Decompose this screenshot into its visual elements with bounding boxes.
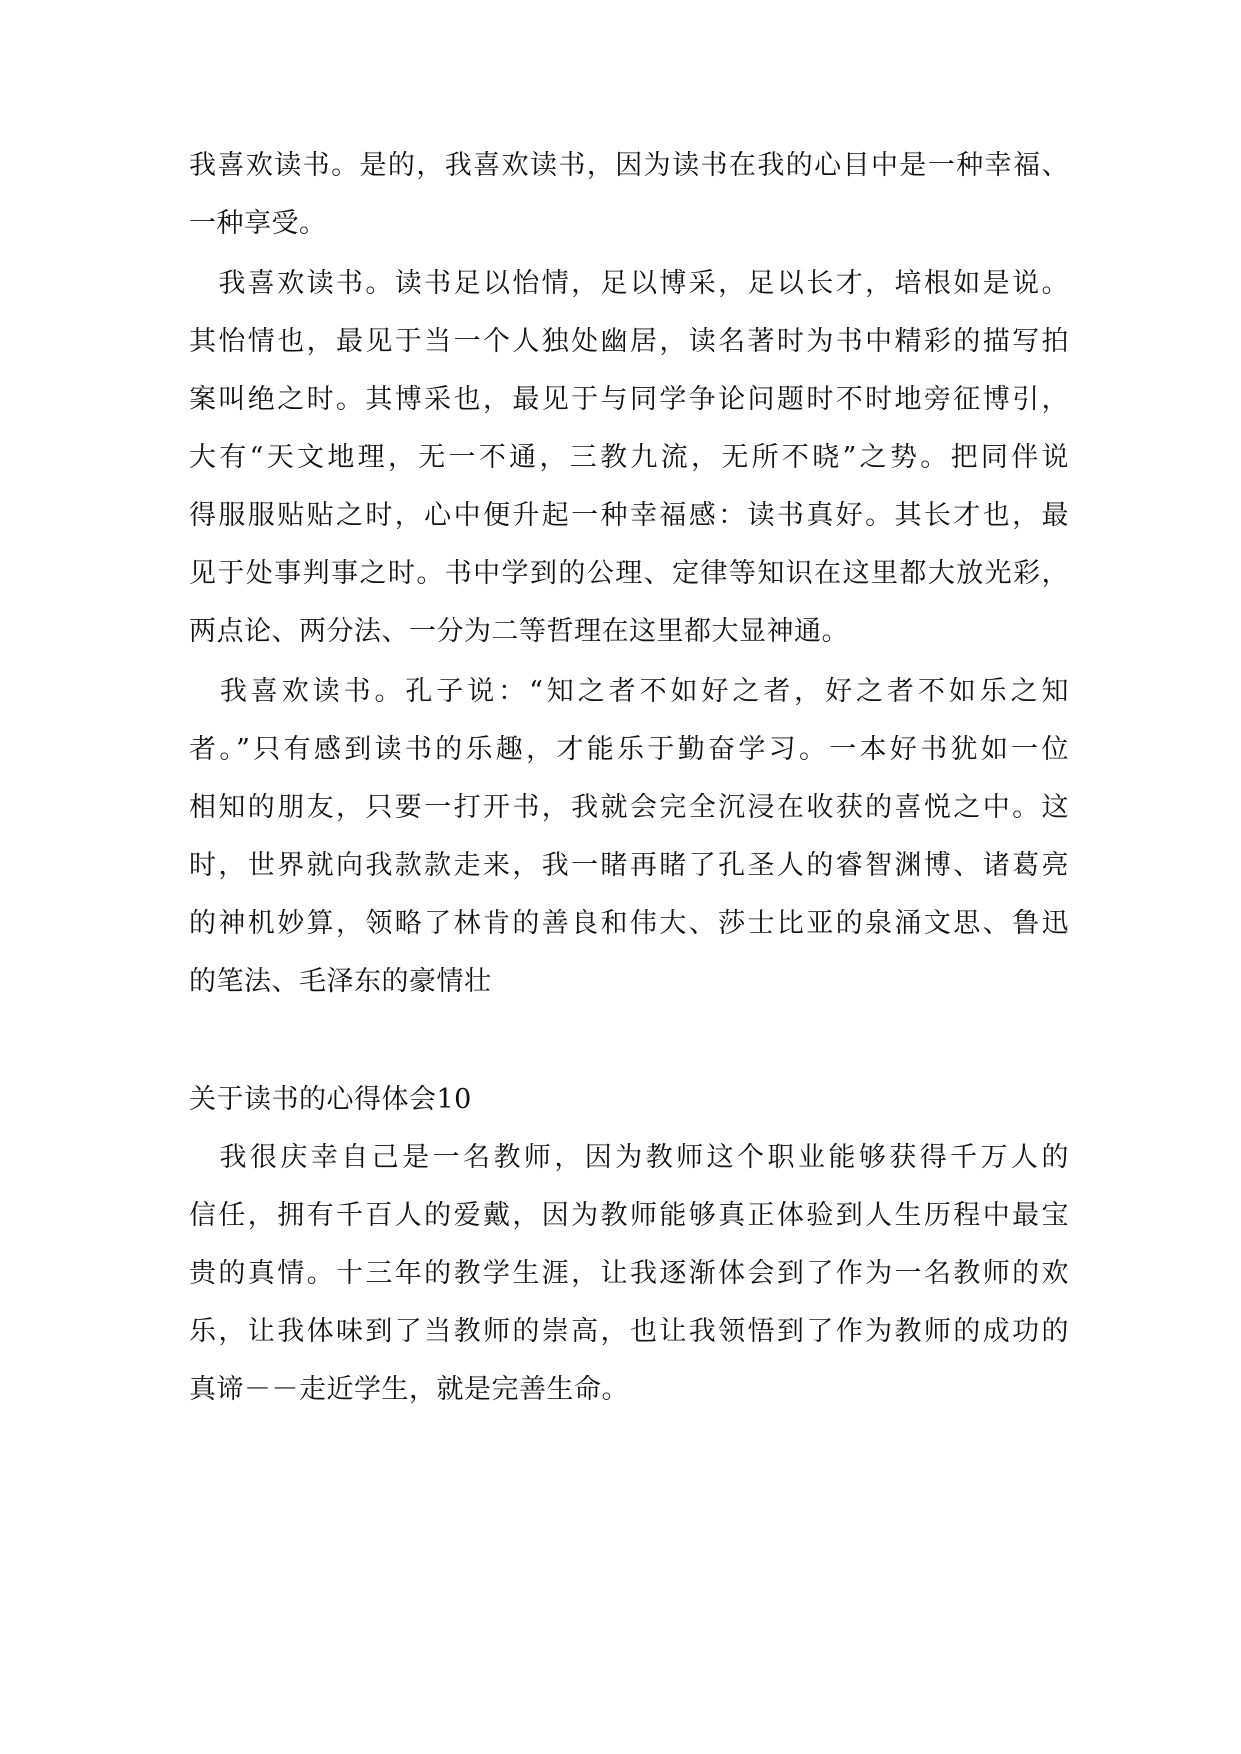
text-line: 我喜欢读书。孔子说：“知之者不如好之者，好之者不如乐之知: [189, 676, 1069, 707]
text-line: 见于处事判事之时。书中学到的公理、定律等知识在这里都大放光彩，: [189, 558, 1069, 589]
text-line: 我喜欢读书。读书足以怡情，足以博采，足以长才，培根如是说。: [189, 268, 1069, 299]
text-line: 大有“天文地理，无一不通，三教九流，无所不晓”之势。把同伴说: [189, 442, 1069, 473]
text-line: 者。”只有感到读书的乐趣，才能乐于勤奋学习。一本好书犹如一位: [189, 734, 1069, 765]
text-line: 信任，拥有千百人的爱戴，因为教师能够真正体验到人生历程中最宝: [189, 1200, 1069, 1231]
text-line: 一种享受。: [189, 208, 327, 239]
text-line: 我喜欢读书。是的，我喜欢读书，因为读书在我的心目中是一种幸福、: [189, 150, 1069, 181]
text-line: 我很庆幸自己是一名教师，因为教师这个职业能够获得千万人的: [189, 1142, 1069, 1173]
text-line: 的笔法、毛泽东的豪情壮: [189, 966, 492, 997]
text-line: 其怡情也，最见于当一个人独处幽居，读名著时为书中精彩的描写拍: [189, 326, 1069, 357]
text-line: 真谛－－走近学生，就是完善生命。: [189, 1374, 629, 1405]
text-line: 两点论、两分法、一分为二等哲理在这里都大显神通。: [189, 616, 849, 647]
text-line: 乐，让我体味到了当教师的崇高，也让我领悟到了作为教师的成功的: [189, 1316, 1069, 1347]
text-line: 时，世界就向我款款走来，我一睹再睹了孔圣人的睿智渊博、诸葛亮: [189, 850, 1069, 881]
section-title: 关于读书的心得体会10: [189, 1084, 472, 1115]
text-line: 案叫绝之时。其博采也，最见于与同学争论问题时不时地旁征博引，: [189, 384, 1069, 415]
text-line: 相知的朋友，只要一打开书，我就会完全沉浸在收获的喜悦之中。这: [189, 792, 1069, 823]
text-line: 的神机妙算，领略了林肯的善良和伟大、莎士比亚的泉涌文思、鲁迅: [189, 908, 1069, 939]
text-line: 得服服贴贴之时，心中便升起一种幸福感：读书真好。其长才也，最: [189, 500, 1069, 531]
text-line: 贵的真情。十三年的教学生涯，让我逐渐体会到了作为一名教师的欢: [189, 1258, 1069, 1289]
